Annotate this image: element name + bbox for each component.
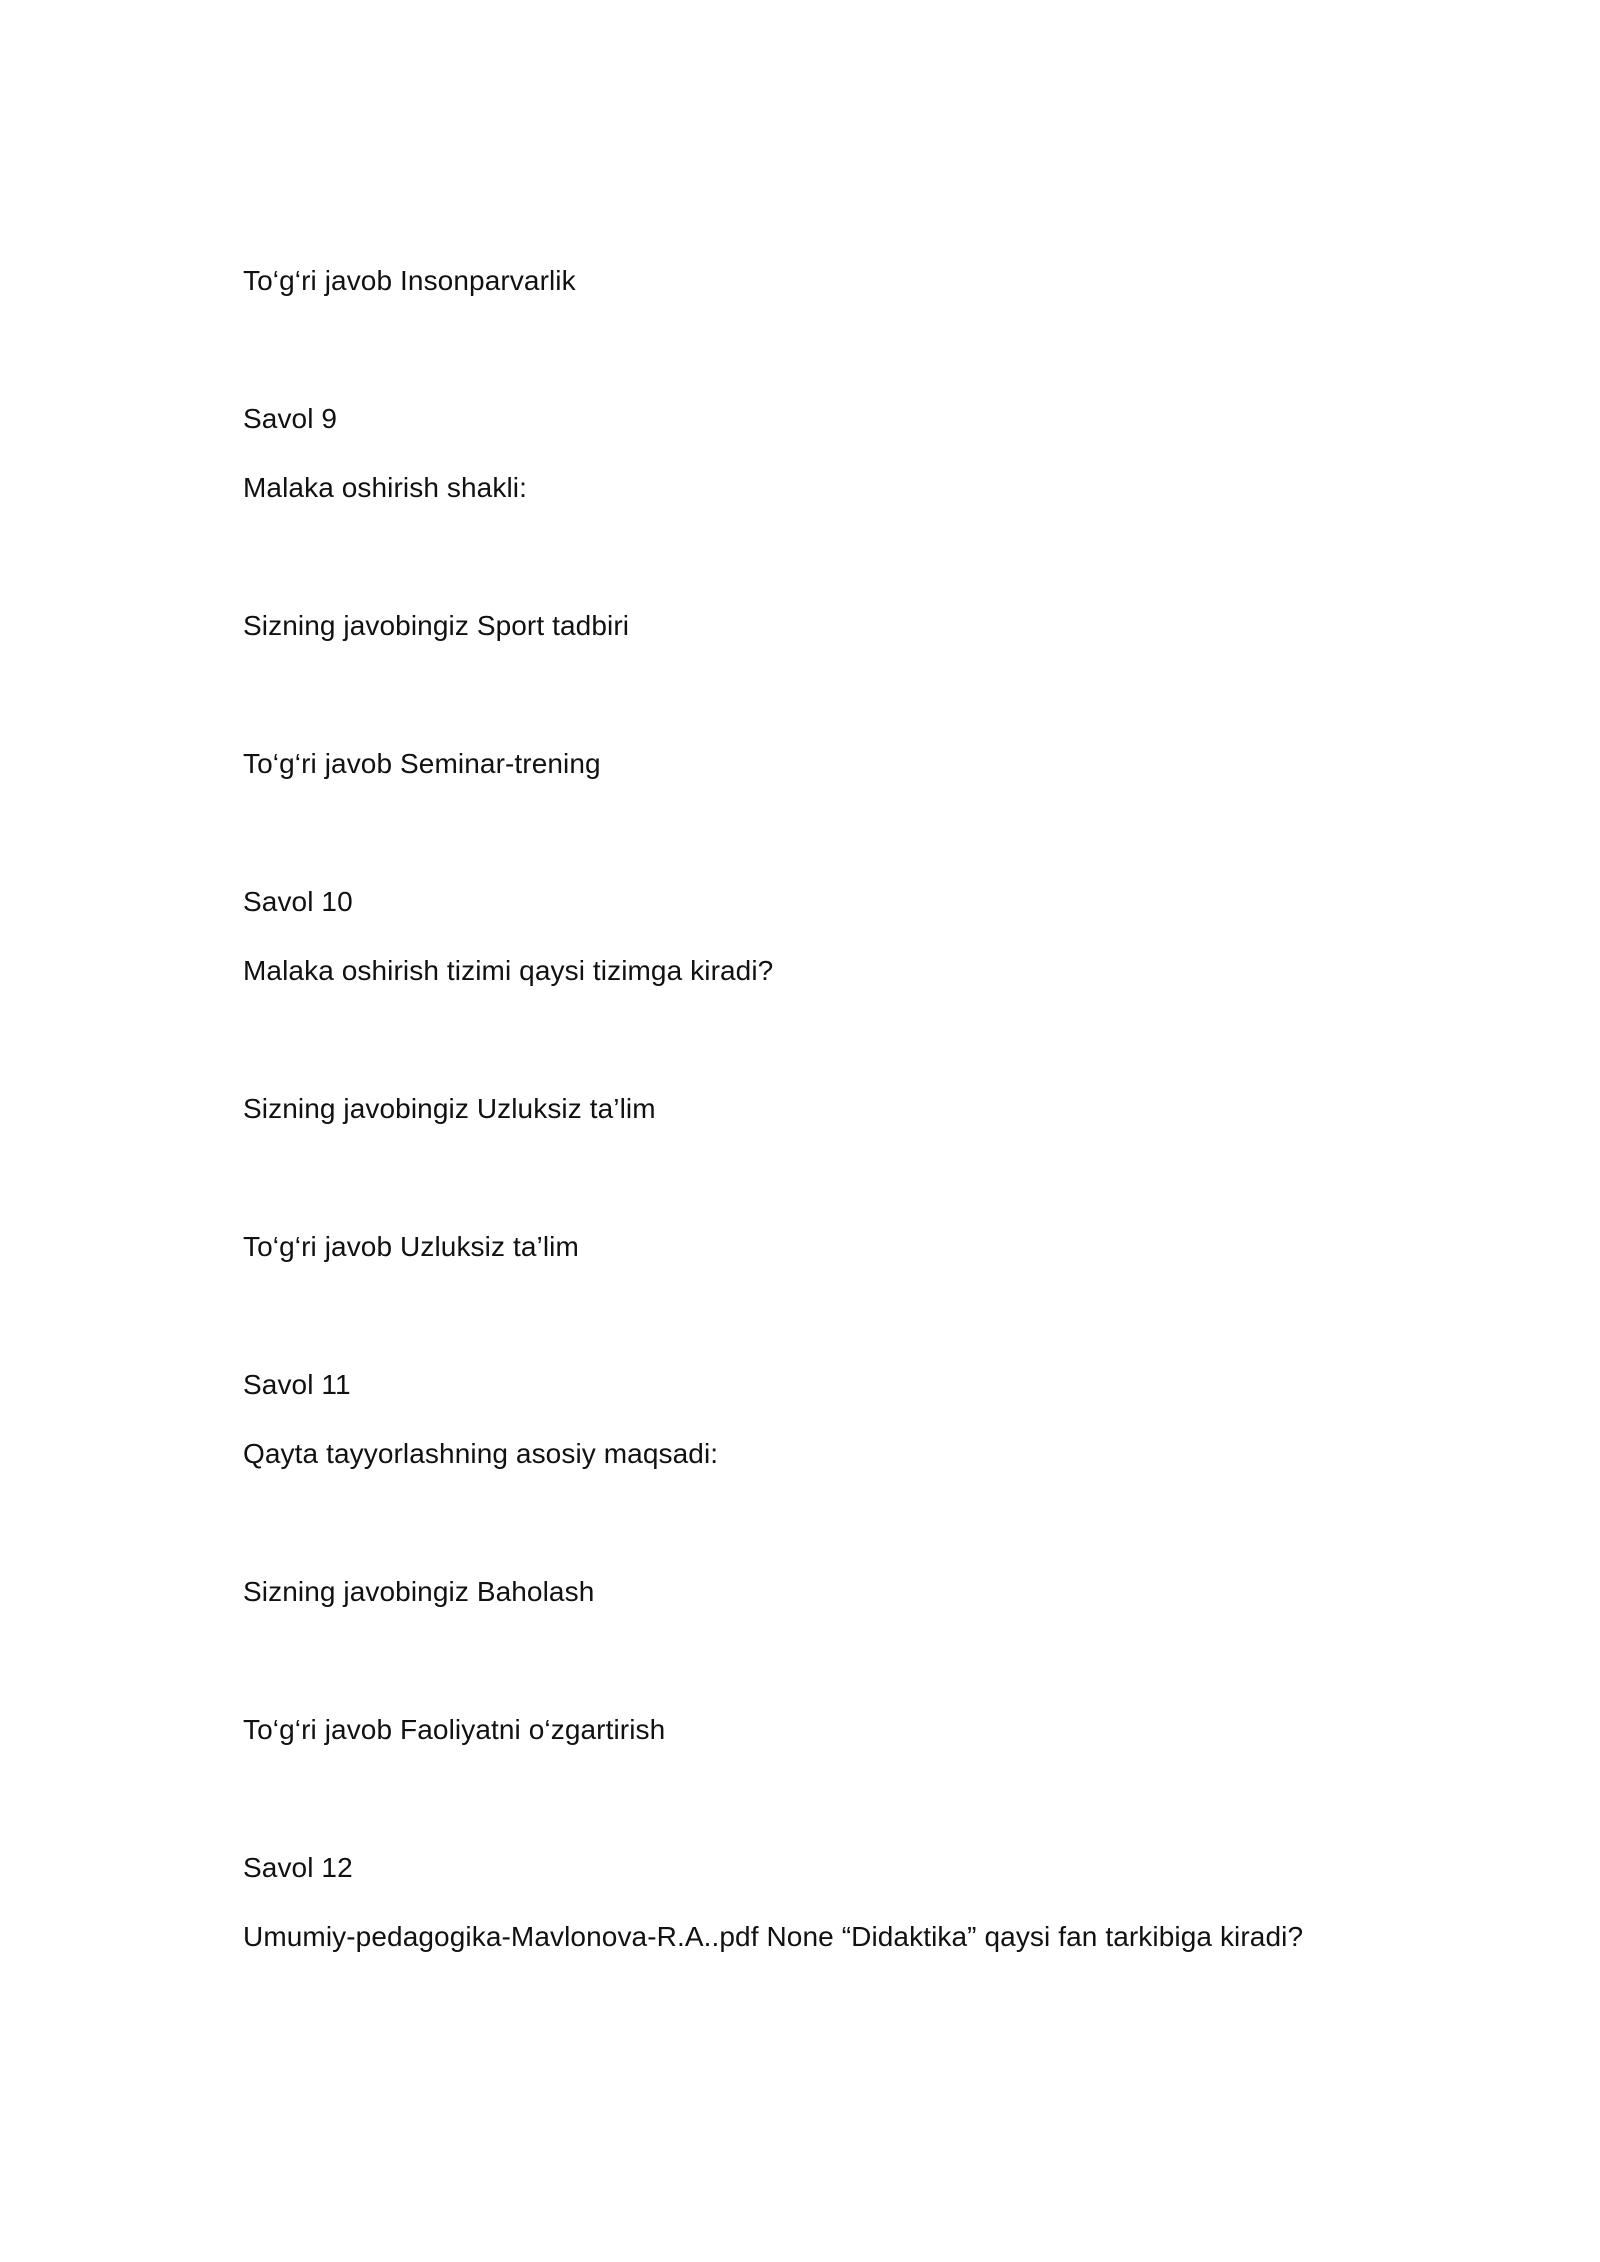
question-text: Malaka oshirish tizimi qaysi tizimga kiradi? (243, 955, 774, 986)
correct-answer-line: To‘g‘ri javob Insonparvarlik (243, 265, 576, 296)
correct-answer-line: To‘g‘ri javob Faoliyatni o‘zgartirish (243, 1714, 666, 1745)
question-text: Umumiy-pedagogika-Mavlonova-R.A..pdf None “Didaktika” qaysi fan tarkibiga kiradi? (243, 1921, 1304, 1952)
your-answer-line: Sizning javobingiz Sport tadbiri (243, 610, 630, 641)
question-number: Savol 11 (243, 1369, 351, 1400)
question-text: Qayta tayyorlashning asosiy maqsadi: (243, 1438, 719, 1469)
question-number: Savol 12 (243, 1852, 353, 1883)
question-text: Malaka oshirish shakli: (243, 472, 527, 503)
your-answer-line: Sizning javobingiz Baholash (243, 1576, 595, 1607)
question-number: Savol 9 (243, 403, 338, 434)
correct-answer-line: To‘g‘ri javob Uzluksiz ta’lim (243, 1231, 579, 1262)
correct-answer-line: To‘g‘ri javob Seminar-trening (243, 748, 601, 779)
your-answer-line: Sizning javobingiz Uzluksiz ta’lim (243, 1093, 656, 1124)
question-number: Savol 10 (243, 886, 353, 917)
